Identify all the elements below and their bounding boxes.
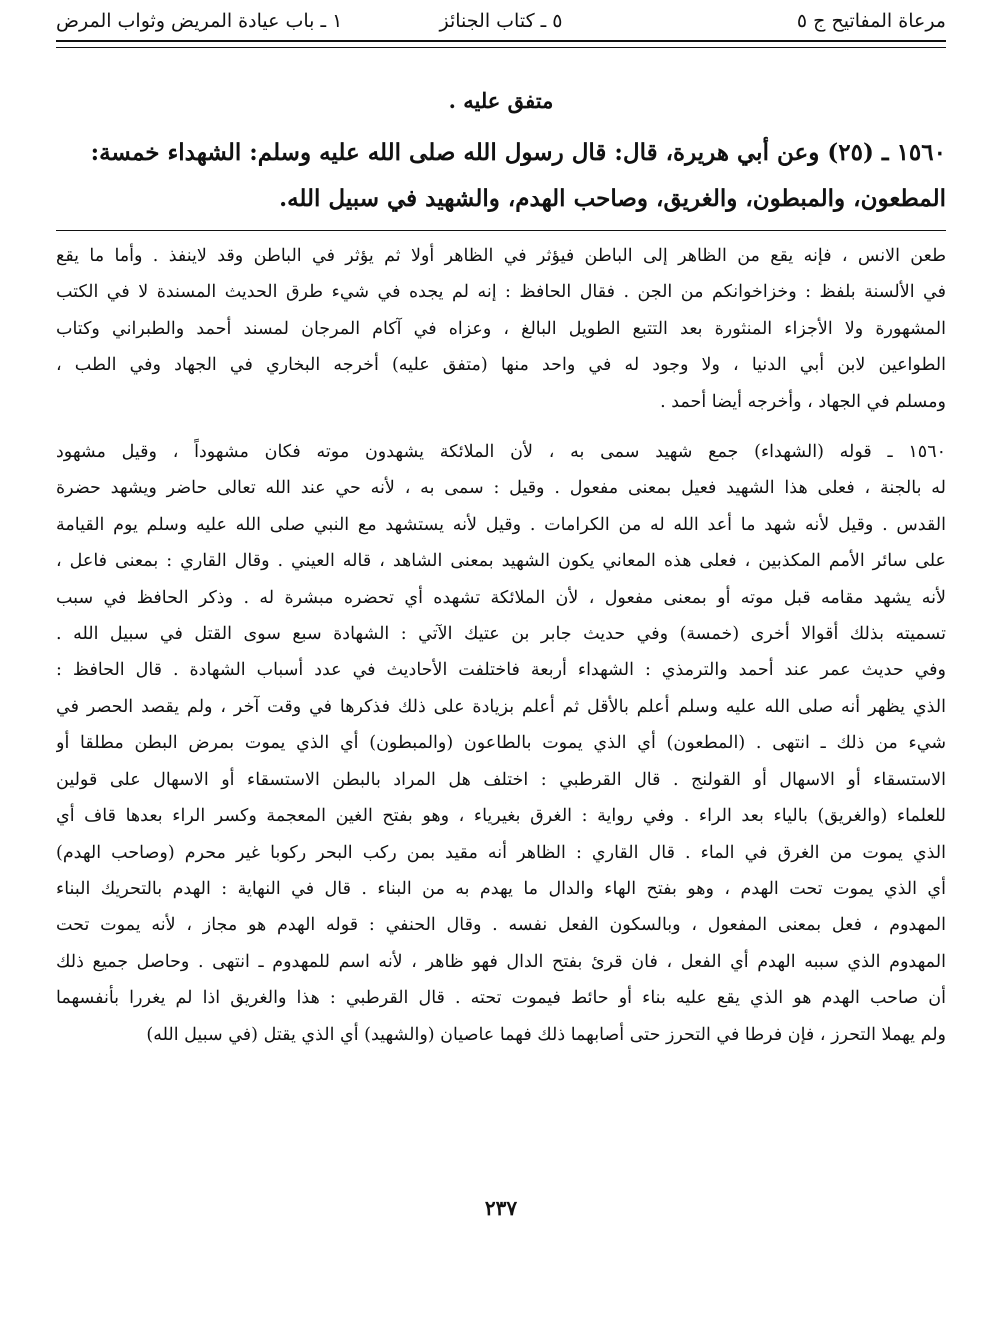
commentary-line: ولم يهملا التحرز ، فإن فرطا في التحرز حتى أصابهما ذلك فهما عاصيان (والشهيد) أي الذي يقتل (في سبيل الله) [146, 1024, 946, 1045]
hadith-text [56, 130, 946, 222]
commentary-line: القدس . وقيل لأنه شهد ما أعد الله له من الكرامات . وقيل لأنه يستشهد مع النبي صلى الله عليه وسلم يوم القيامة [56, 514, 946, 535]
commentary-line: الذي يموت من الغرق في الماء . قال القاري : الظاهر أنه مقيد بمن ركب البحر ركوبا غير محرم (وصاحب الهدم) [56, 842, 946, 863]
commentary-line: تسميته بذلك أقوالا أخرى (خمسة) وفي حديث جابر بن عتيك الآتي : الشهادة سبع سوى القتل في سبيل الله . [56, 624, 946, 645]
header-book-title: مرعاة المفاتيح ج ٥ [796, 10, 946, 32]
commentary-line: على سائر الأمم المكذبين ، فعلى هذه المعاني يكون الشهيد بمعنى الشاهد ، قاله العيني . وقال القاري : بمعنى فاعل ، [56, 551, 946, 572]
commentary-line: في الألسنة بلفظ : وخزاخوانكم من الجن . فقال الحافظ : إنه لم يجده في شيء طرق الحديث المسندة لا في الكتب [56, 282, 946, 303]
commentary-line: الطواعين لابن أبي الدنيا ، ولا وجود له في واحد منها (متفق عليه) أخرجه البخاري في الجهاد وفي الطب ، [56, 355, 946, 376]
commentary-line: شيء من ذلك ـ انتهى . (المطعون) أي الذي يموت بالطاعون (والمبطون) أي الذي يموت بمرض البطن مطلقا أو [56, 733, 946, 754]
commentary-line: المهدوم ، فعل بمعنى المفعول ، وبالسكون الفعل نفسه . وقال الحنفي : قوله الهدم هو مجاز ، لأنه يموت تحت [56, 915, 946, 936]
commentary-line: للعلماء (والغريق) بالياء بعد الراء . وفي رواية : الغرق بغيرياء ، وهو بفتح الغين المعجمة وكسر الراء بعدها قاف أي [56, 806, 946, 827]
header-section: ١ ـ باب عيادة المريض وثواب المرض [56, 10, 343, 32]
commentary-line: ومسلم في الجهاد ، وأخرجه أيضا أحمد . [660, 391, 946, 412]
commentary-line: وفي حديث عمر عند أحمد والترمذي : الشهداء أربعة فاختلفت الأحاديث في عدد أسباب الشهادة . قال الحافظ : [56, 660, 946, 681]
commentary-line: أي الذي يموت تحت الهدم ، وهو بفتح الهاء والدال ما يهدم به من البناء . قال في النهاية : الهدم بالتحريك البناء [56, 878, 946, 899]
commentary-line: ١٥٦٠ ـ قوله (الشهداء) جمع شهيد سمى به ، لأن الملائكة يشهدون موته فكان مشهوداً ، وقيل مشهود [56, 442, 946, 463]
commentary-line: أن صاحب الهدم هو الذي يقع عليه بناء أو حائط فيموت تحته . قال القرطبي : هذا والغريق اذا لم يغررا بأنفسهما [56, 988, 946, 1009]
header-chapter: ٥ ـ كتاب الجنائز [439, 10, 563, 32]
running-header [56, 6, 946, 36]
commentary-line: لأنه يشهد مقامه قبل موته أو بمعنى مفعول ، لأن الملائكة تشهده أي تحضره مبشرة له . وذكر الحافظ في سبب [56, 587, 946, 608]
commentary-line: الذي يظهر أنه صلى الله عليه وسلم أعلم بالأقل ثم أعلم بزيادة على ذلك فذكرها في وقت آخر ، ولم يقصد الحصر في [56, 696, 946, 717]
header-divider [56, 40, 946, 48]
commentary-line: المهدوم الذي سببه الهدم أي الفعل ، فان قرئ بفتح الدال فهو ظاهر ، لأنه اسم للمهدوم ـ انتهى . وحاصل جميع ذلك [56, 951, 946, 972]
document-page [56, 0, 946, 1339]
commentary-line: له بالجنة ، فعلى هذا الشهيد فعيل بمعنى مفعول . وقيل : سمى به ، لأنه حي عند الله تعالى حاضر ويشهد حضرة [56, 478, 946, 499]
commentary-line: المشهورة ولا الأجزاء المنثورة بعد التتبع الطويل البالغ ، وعزاه في آكام المرجان لمسند أحمد والطبراني وكتاب [56, 318, 946, 339]
commentary-line: الاستسقاء أو الاسهال أو القولنج . قال القرطبي : اختلف هل المراد بالبطن الاستسقاء أو الاسهال على قولين [56, 769, 946, 790]
commentary-text [56, 238, 946, 1053]
commentary-line: طعن الانس ، فإنه يقع من الظاهر إلى الباطن فيؤثر في الظاهر أولا ثم يؤثر في الباطن وقد لاينفذ . وأما ما يقع [56, 246, 946, 266]
hadith-line: المطعون، والمبطون، والغريق، وصاحب الهدم، والشهيد في سبيل الله. [279, 185, 946, 212]
page-number: ٢٣٧ [484, 1196, 518, 1220]
hadith-line: ١٥٦٠ ـ (٢٥) وعن أبي هريرة، قال: قال رسول الله صلى الله عليه وسلم: الشهداء خمسة: [90, 139, 946, 166]
agreed-upon-label: متفق عليه . [448, 88, 554, 113]
commentary-divider [56, 230, 946, 231]
paragraph-gap [56, 420, 946, 434]
